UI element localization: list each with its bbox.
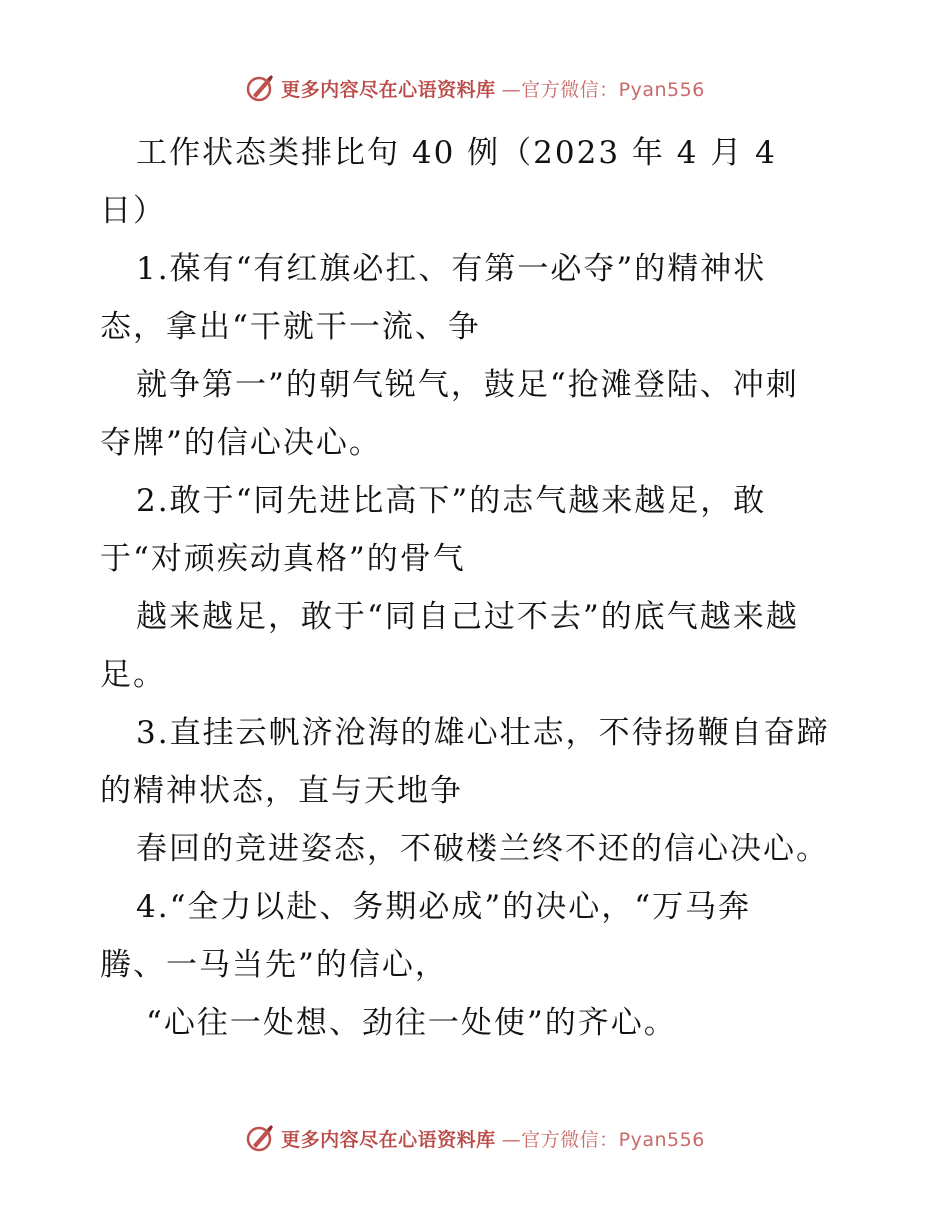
paragraph-line: 于“对顽疾动真格”的骨气 bbox=[100, 541, 466, 577]
document-body bbox=[100, 124, 860, 1052]
watermark-logo-icon bbox=[245, 73, 275, 103]
paragraph-line: 足。 bbox=[100, 657, 166, 693]
paragraph-line: 春回的竞进姿态，不破楼兰终不还的信心决心。 bbox=[136, 831, 829, 867]
paragraph-line: 腾、一马当先”的信心， bbox=[100, 947, 448, 983]
paragraph-line: 态，拿出“干就干一流、争 bbox=[100, 309, 481, 345]
watermark-brand: 更多内容尽在心语资料库 bbox=[281, 1128, 496, 1151]
paragraph-line: 2.敢于“同先进比高下”的志气越来越足，敢 bbox=[136, 483, 767, 519]
paragraph-line: 3.直挂云帆济沧海的雄心壮志，不待扬鞭自奋蹄 bbox=[136, 715, 830, 751]
document-title: 工作状态类排比句 40 例（2023 年 4 月 4 bbox=[136, 135, 777, 171]
paragraph-line: 就争第一”的朝气锐气，鼓足“抢滩登陆、冲刺 bbox=[136, 367, 799, 403]
paragraph-line: 4.“全力以赴、务期必成”的决心，“万马奔 bbox=[136, 889, 752, 925]
paragraph-line: 1.葆有“有红旗必扛、有第一必夺”的精神状 bbox=[136, 251, 767, 287]
paragraph-line: 越来越足，敢于“同自己过不去”的底气越来越 bbox=[136, 599, 799, 635]
paragraph-line: “心往一处想、劲往一处使”的齐心。 bbox=[146, 1005, 677, 1041]
watermark-contact: —官方微信：Pyan556 bbox=[501, 1128, 705, 1151]
watermark-brand: 更多内容尽在心语资料库 bbox=[281, 78, 496, 101]
watermark-logo-icon bbox=[245, 1123, 275, 1153]
paragraph-line: 夺牌”的信心决心。 bbox=[100, 425, 382, 461]
footer-watermark bbox=[0, 1120, 950, 1156]
watermark-contact: —官方微信：Pyan556 bbox=[501, 78, 705, 101]
header-watermark bbox=[0, 70, 950, 106]
document-title-cont: 日） bbox=[100, 193, 166, 229]
paragraph-line: 的精神状态，直与天地争 bbox=[100, 773, 463, 809]
